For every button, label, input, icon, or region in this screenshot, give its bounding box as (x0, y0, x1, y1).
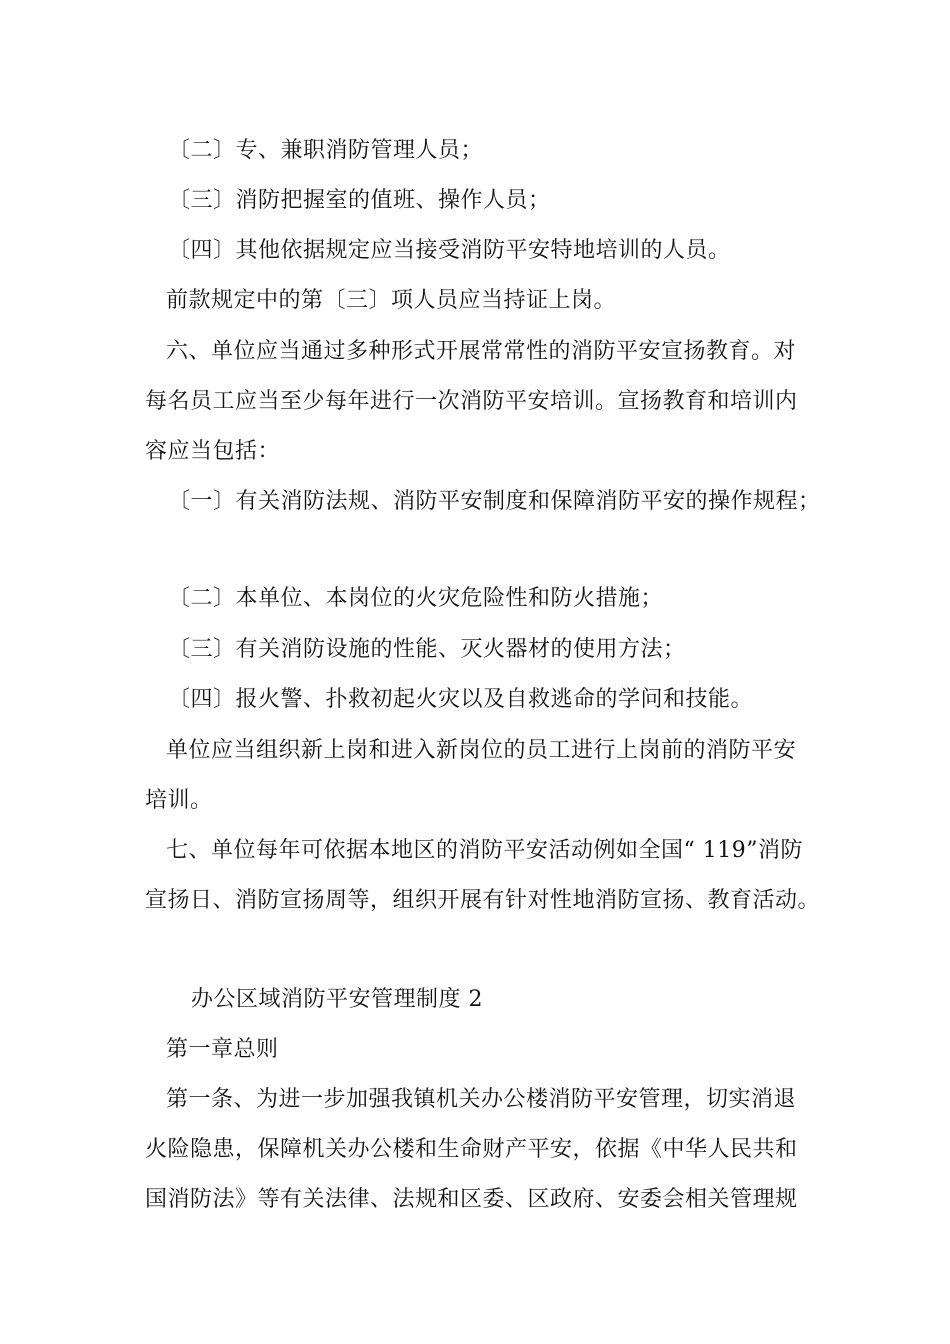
list-item-3: 〔三〕消防把握室的值班、操作人员； (168, 188, 551, 213)
paragraph-line-2: 培训。 (145, 788, 213, 813)
list-item-2: 〔二〕专、兼职消防管理人员； (168, 138, 484, 163)
article-1-line-2: 火险隐患，保障机关办公楼和生命财产平安，依据《中华人民共和 (145, 1137, 798, 1162)
paragraph-line-1: 单位应当组织新上岗和进入新岗位的员工进行上岗前的消防平安 (166, 738, 797, 763)
list-item-3: 〔三〕有关消防设施的性能、灭火器材的使用方法； (168, 637, 686, 662)
chapter-heading: 第一章总则 (166, 1037, 279, 1062)
document-title: 办公区域消防平安管理制度 2 (191, 987, 483, 1012)
section-6-line-3: 容应当包括： (145, 439, 281, 464)
section-6-line-1: 六、单位应当通过多种形式开展常常性的消防平安宣扬教育。对 (166, 339, 797, 364)
list-item-4: 〔四〕其他依据规定应当接受消防平安特地培训的人员。 (168, 238, 731, 263)
list-item-1: 〔一〕有关消防法规、消防平安制度和保障消防平安的操作规程； (168, 489, 821, 514)
article-1-line-1: 第一条、为进一步加强我镇机关办公楼消防平安管理，切实消退 (166, 1087, 797, 1112)
paragraph-line: 前款规定中的第〔三〕项人员应当持证上岗。 (166, 288, 617, 313)
article-1-line-3: 国消防法》等有关法律、法规和区委、区政府、安委会相关管理规 (145, 1187, 798, 1212)
list-item-2: 〔二〕本单位、本岗位的火灾危险性和防火措施； (168, 586, 664, 611)
list-item-4: 〔四〕报火警、扑救初起火灾以及自救逃命的学问和技能。 (168, 687, 754, 712)
section-7-line-2: 宣扬日、消防宣扬周等，组织开展有针对性地消防宣扬、教育活动。 (145, 888, 821, 913)
section-6-line-2: 每名员工应当至少每年进行一次消防平安培训。宣扬教育和培训内 (145, 389, 798, 414)
section-7-line-1: 七、单位每年可依据本地区的消防平安活动例如全国“ 119”消防 (166, 838, 803, 863)
